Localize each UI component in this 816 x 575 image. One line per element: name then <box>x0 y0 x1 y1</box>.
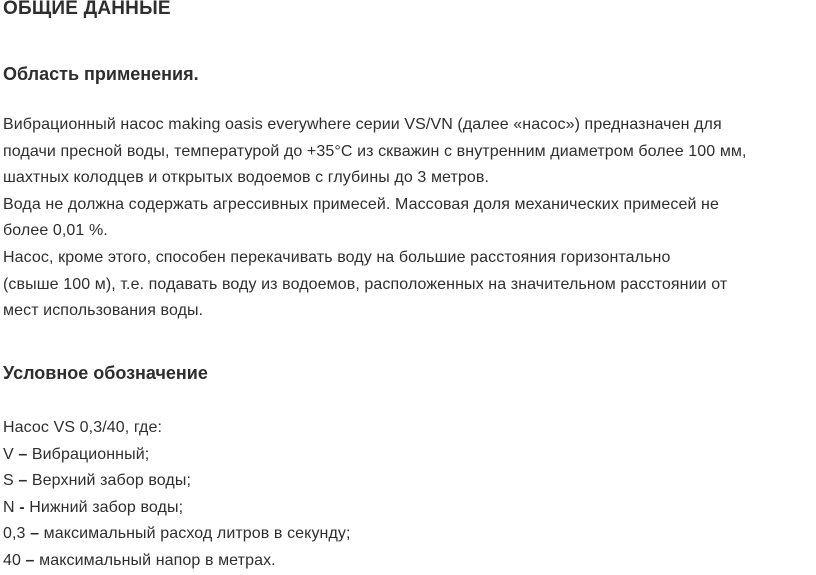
designation-dash: – <box>13 445 32 463</box>
designation-item <box>3 468 815 495</box>
designation-dash: – <box>13 472 32 490</box>
page-title: ОБЩИЕ ДАННЫЕ <box>3 0 171 19</box>
scope-line: шахтных колодцев и открытых водоемов с глубины до 3 метров. <box>3 169 490 187</box>
designation-key: V <box>3 445 14 463</box>
scope-line: (свыше 100 м), т.е. подавать воду из водоемов, расположенных на значительном расстоянии от <box>3 275 728 293</box>
scope-heading: Область применения. <box>3 64 199 84</box>
designation-dash: – <box>21 551 40 569</box>
designation-item <box>3 548 815 575</box>
scope-paragraph <box>3 112 815 325</box>
scope-line: Вода не должна содержать агрессивных примесей. Массовая доля механических примесей не <box>3 195 719 213</box>
scope-line: подачи пресной воды, температурой до +35°С из скважин с внутренним диаметром более 100 мм, <box>3 142 747 160</box>
scope-line: более 0,01 %. <box>3 222 108 240</box>
designation-intro: Насос VS 0,3/40, где: <box>3 419 163 436</box>
designation-text: Верхний забор воды; <box>31 472 192 490</box>
designation-text: максимальный расход литров в секунду; <box>43 525 351 543</box>
designation-dash: - <box>14 498 30 516</box>
designation-key: S <box>3 472 14 490</box>
scope-line: Насос, кроме этого, способен перекачивать воду на большие расстояния горизонтально <box>3 248 671 266</box>
designation-text: максимальный напор в метрах. <box>39 551 276 569</box>
designation-key: 40 <box>3 551 21 569</box>
designation-list <box>3 415 815 575</box>
designation-key: 0,3 <box>3 525 26 543</box>
designation-item <box>3 495 815 522</box>
designation-text: Нижний забор воды; <box>29 498 184 516</box>
designation-dash: – <box>25 525 44 543</box>
designation-item <box>3 442 815 469</box>
scope-line: мест использования воды. <box>3 302 204 320</box>
designation-item <box>3 521 815 548</box>
designation-text: Вибрационный; <box>31 445 150 463</box>
scope-line: Вибрационный насос making oasis everywhere серии VS/VN (далее «насос») предназначен для <box>3 116 722 133</box>
designation-heading: Условное обозначение <box>3 363 208 383</box>
designation-key: N <box>3 498 15 516</box>
